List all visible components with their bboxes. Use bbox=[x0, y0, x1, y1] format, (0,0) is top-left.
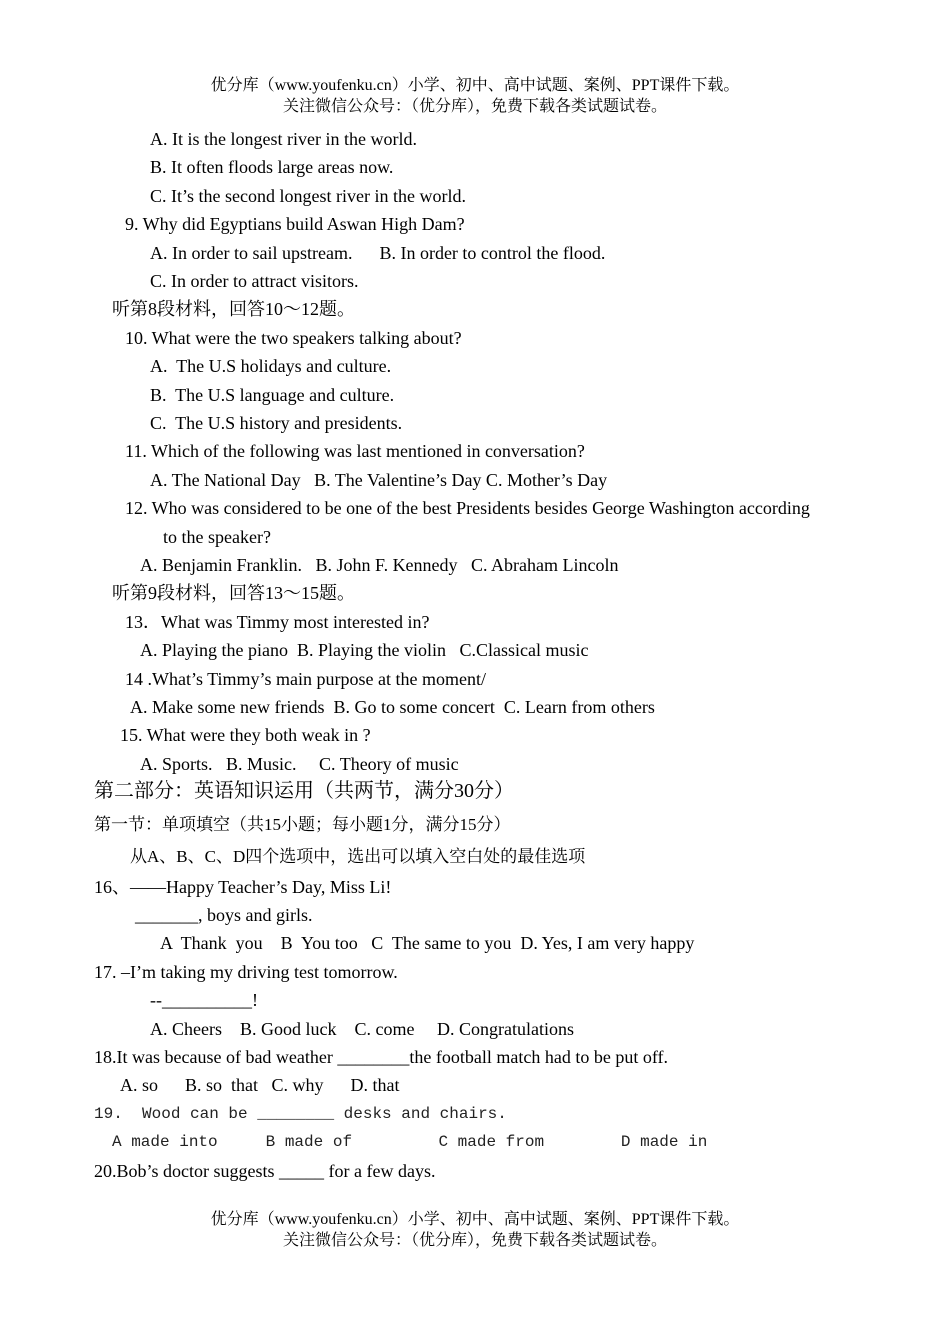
header-line-1: 优分库（www.youfenku.cn）小学、初中、高中试题、案例、PPT课件下载。 bbox=[210, 77, 740, 94]
q9-options-ab: A. In order to sail upstream. B. In order to control the flood. bbox=[150, 243, 606, 263]
footer-line-1: 优分库（www.youfenku.cn）小学、初中、高中试题、案例、PPT课件下载。 bbox=[210, 1211, 740, 1228]
q16-line-1: 16、——Happy Teacher’s Day, Miss Li! bbox=[94, 877, 392, 897]
q8-option-a: A. It is the longest river in the world. bbox=[150, 129, 417, 149]
q10-option-c: C. The U.S history and presidents. bbox=[150, 413, 403, 433]
q12-text-line-1: 12. Who was considered to be one of the best Presidents besides George Washington according bbox=[125, 498, 810, 518]
section-1-title: 第一节：单项填空（共15小题；每小题1分，满分15分） bbox=[94, 815, 511, 834]
q14-options: A. Make some new friends B. Go to some concert C. Learn from others bbox=[130, 697, 655, 717]
q13-text: 13．What was Timmy most interested in? bbox=[125, 612, 430, 632]
footer-line-2: 关注微信公众号：（优分库），免费下载各类试题试卷。 bbox=[282, 1232, 667, 1249]
q10-option-a: A. The U.S holidays and culture. bbox=[150, 356, 392, 376]
q9-text: 9. Why did Egyptians build Aswan High Dam? bbox=[125, 214, 465, 234]
listening-instruction-8: 听第8段材料，回答10～12题。 bbox=[112, 299, 355, 319]
q18-options: A. so B. so that C. why D. that bbox=[120, 1075, 400, 1095]
q19-line-1: 19. Wood can be ________ desks and chairs. bbox=[94, 1105, 507, 1123]
q20-line-1: 20.Bob’s doctor suggests _____ for a few days. bbox=[94, 1161, 436, 1181]
q18-line-1: 18.It was because of bad weather ________the football match had to be put off. bbox=[94, 1047, 668, 1067]
q10-text: 10. What were the two speakers talking about? bbox=[125, 328, 462, 348]
q16-options: A Thank you B You too C The same to you D. Yes, I am very happy bbox=[160, 933, 695, 953]
part-2-title: 第二部分：英语知识运用（共两节，满分30分） bbox=[94, 780, 514, 802]
q9-option-c: C. In order to attract visitors. bbox=[150, 271, 359, 291]
q17-options: A. Cheers B. Good luck C. come D. Congratulations bbox=[150, 1019, 574, 1039]
listening-instruction-9: 听第9段材料，回答13～15题。 bbox=[112, 583, 355, 603]
q12-text-line-2: to the speaker? bbox=[163, 527, 271, 547]
q15-text: 15. What were they both weak in ? bbox=[120, 725, 371, 745]
q11-text: 11. Which of the following was last mentioned in conversation? bbox=[125, 441, 585, 461]
q16-line-2: _______, boys and girls. bbox=[135, 905, 313, 925]
q10-option-b: B. The U.S language and culture. bbox=[150, 385, 395, 405]
q17-line-2: --__________! bbox=[150, 990, 258, 1010]
q17-line-1: 17. –I’m taking my driving test tomorrow. bbox=[94, 962, 398, 982]
q8-option-b: B. It often floods large areas now. bbox=[150, 157, 394, 177]
header-line-2: 关注微信公众号：（优分库），免费下载各类试题试卷。 bbox=[282, 98, 667, 115]
q15-options: A. Sports. B. Music. C. Theory of music bbox=[140, 754, 459, 774]
q12-options: A. Benjamin Franklin. B. John F. Kennedy C. Abraham Lincoln bbox=[140, 555, 619, 575]
q13-options: A. Playing the piano B. Playing the violin C.Classical music bbox=[140, 640, 589, 660]
q19-options: A made into B made of C made from D made in bbox=[112, 1133, 708, 1151]
q8-option-c: C. It’s the second longest river in the world. bbox=[150, 186, 466, 206]
section-1-instruction: 从A、B、C、D四个选项中，选出可以填入空白处的最佳选项 bbox=[130, 847, 586, 866]
q14-text: 14 .What’s Timmy’s main purpose at the moment/ bbox=[125, 669, 486, 689]
q11-options: A. The National Day B. The Valentine’s Day C. Mother’s Day bbox=[150, 470, 608, 490]
